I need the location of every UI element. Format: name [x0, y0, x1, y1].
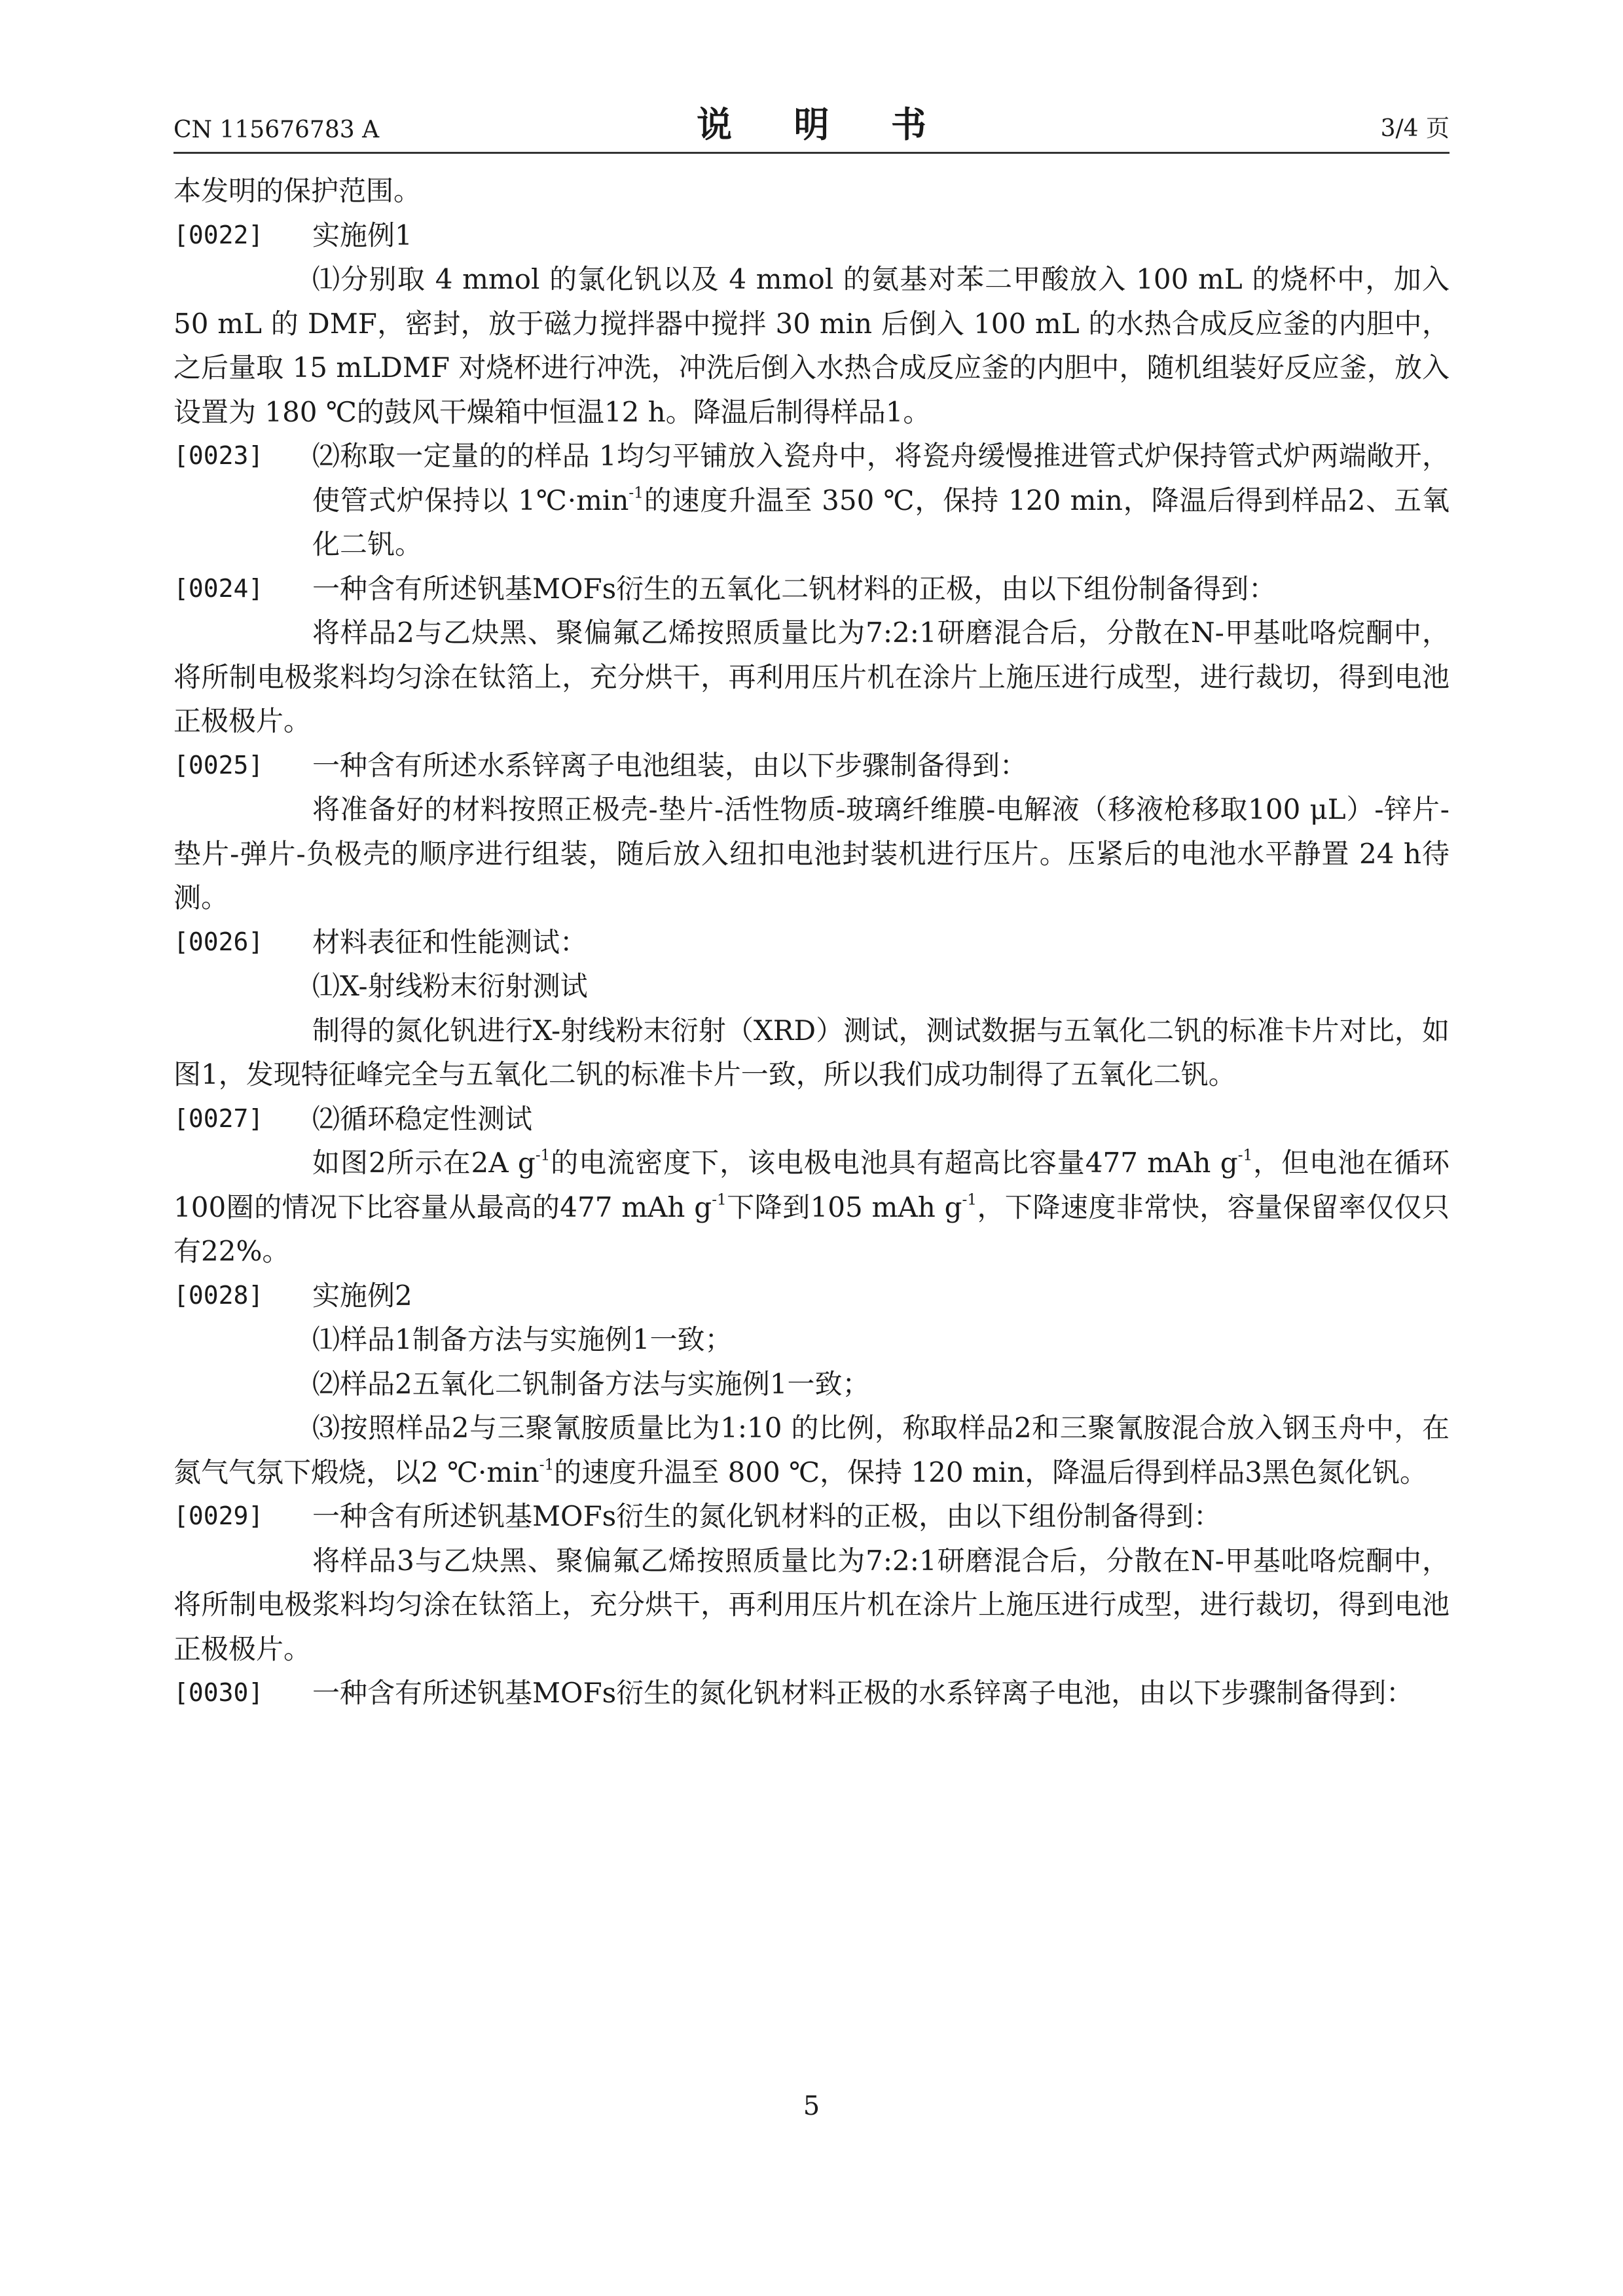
- superscript: -1: [1237, 1147, 1253, 1164]
- text-run: ⑶按照样品2与三聚氰胺质量比为1:10 的比例，称取样品2和三聚氰胺混合放入钢玉舟中，在氮气气氛下煅烧，以2 ℃·min: [173, 1412, 1450, 1488]
- paragraph-0027: [173, 1097, 1450, 1141]
- paragraph-0028: [173, 1274, 1450, 1318]
- text-run: 的速度升温至 800 ℃，保持 120 min，降温后得到样品3黑色氮化钒。: [554, 1456, 1427, 1488]
- paragraph-body: 将样品3与乙炔黑、聚偏氟乙烯按照质量比为7:2:1研磨混合后，分散在N-甲基吡咯烷酮中，将所制电极浆料均匀涂在钛箔上，充分烘干，再利用压片机在涂片上施压进行成型，进行裁切，得到电池正极极片。: [173, 1544, 1450, 1665]
- paragraph-subheading: ⑴X-射线粉末衍射测试: [312, 970, 588, 1002]
- paragraph-number: [0027]: [173, 1103, 264, 1133]
- paragraph-text: 材料表征和性能测试：: [312, 925, 588, 958]
- header-rule: [173, 152, 1450, 154]
- paragraph-0030: [173, 1671, 1450, 1715]
- paragraph-text: [312, 434, 1450, 567]
- paragraph-body: 将样品2与乙炔黑、聚偏氟乙烯按照质量比为7:2:1研磨混合后，分散在N-甲基吡咯烷酮中，将所制电极浆料均匀涂在钛箔上，充分烘干，再利用压片机在涂片上施压进行成型，进行裁切，得到电池正极极片。: [173, 617, 1450, 737]
- superscript: -1: [539, 1456, 555, 1474]
- paragraph-continuation: 本发明的保护范围。: [173, 175, 422, 207]
- paragraph-body: ⑴样品1制备方法与实施例1一致；: [312, 1323, 733, 1355]
- paragraph-text: 一种含有所述钒基MOFs衍生的五氧化二钒材料的正极，由以下组份制备得到：: [312, 572, 1277, 605]
- paragraph-number: [0026]: [173, 927, 264, 956]
- paragraph-number: [0024]: [173, 573, 264, 603]
- superscript: -1: [962, 1191, 977, 1209]
- paragraph-text: 实施例1: [312, 219, 412, 251]
- text-run: 如图2所示在2A g: [312, 1147, 536, 1179]
- paragraph-body: 制得的氮化钒进行X-射线粉末衍射（XRD）测试，测试数据与五氧化二钒的标准卡片对比，如图1，发现特征峰完全与五氧化二钒的标准卡片一致，所以我们成功制得了五氧化二钒。: [173, 1014, 1450, 1090]
- paragraph-body: [173, 1406, 1450, 1494]
- paragraph-body: ⑴分别取 4 mmol 的氯化钒以及 4 mmol 的氨基对苯二甲酸放入 100 mL 的烧杯中，加入 50 mL 的 DMF，密封，放于磁力搅拌器中搅拌 30 min 后倒入 100 mL 的水热合成反应釜的内胆中，之后量取 15 mLDMF 对烧杯进行冲洗，冲洗后倒入水热合成反应釜的内胆中，随机组装好反应釜，放入设置为 180 ℃的鼓风干燥箱中恒温12 h。降温后制得样品1。: [173, 263, 1450, 428]
- text-run: ，下降速度非常快，容量保留率仅仅只有22%。: [173, 1191, 1450, 1267]
- paragraph-number: [0028]: [173, 1280, 264, 1310]
- paragraph-number: [0029]: [173, 1501, 264, 1530]
- document-title: 说 明 书: [697, 103, 951, 145]
- paragraph-text: ⑵循环稳定性测试: [312, 1102, 533, 1135]
- paragraph-0026: [173, 920, 1450, 965]
- text-run: 的电流密度下，该电极电池具有超高比容量477 mAh g: [550, 1147, 1238, 1179]
- paragraph-text: 一种含有所述钒基MOFs衍生的氮化钒材料正极的水系锌离子电池，由以下步骤制备得到：: [312, 1677, 1414, 1709]
- page-indicator: 3/4 页: [1380, 115, 1450, 142]
- paragraph-0029: [173, 1494, 1450, 1539]
- paragraph-body: 将准备好的材料按照正极壳-垫片-活性物质-玻璃纤维膜-电解液（移液枪移取100 μL）-锌片-垫片-弹片-负极壳的顺序进行组装，随后放入纽扣电池封装机进行压片。压紧后的电池水平静置 24 h待测。: [173, 793, 1450, 914]
- paragraph-0025: [173, 744, 1450, 788]
- paragraph-number: [0023]: [173, 441, 264, 470]
- paragraph-0023: [173, 434, 1450, 567]
- document-body: [173, 169, 1450, 1715]
- superscript: -1: [535, 1147, 551, 1164]
- paragraph-number: [0030]: [173, 1678, 264, 1707]
- text-run: 下降到105 mAh g: [726, 1191, 962, 1223]
- publication-number: CN 115676783 A: [173, 117, 380, 143]
- paragraph-body: [173, 1141, 1450, 1274]
- paragraph-text: 一种含有所述水系锌离子电池组装，由以下步骤制备得到：: [312, 749, 1028, 781]
- paragraph-number: [0022]: [173, 220, 264, 249]
- text-run: 的速度升温至 350 ℃，保持 120 min，降温后得到样品2、五氧化二钒。: [312, 484, 1450, 560]
- page-number-footer: 5: [803, 2091, 820, 2121]
- text-run: ⑵称取一定量的的样品 1均匀平铺放入瓷舟中，将瓷舟缓慢推进管式炉保持管式炉两端敞开，使管式炉保持以 1℃·min: [312, 440, 1450, 516]
- paragraph-0024: [173, 567, 1450, 611]
- text-run: ，但电池在循环100圈的情况下比容量从最高的477 mAh g: [173, 1147, 1450, 1223]
- paragraph-0022: [173, 213, 1450, 258]
- paragraph-text: 实施例2: [312, 1279, 412, 1312]
- paragraph-body: ⑵样品2五氧化二钒制备方法与实施例1一致；: [312, 1367, 870, 1400]
- superscript: -1: [629, 484, 644, 502]
- page-header: [173, 95, 1450, 154]
- paragraph-number: [0025]: [173, 750, 264, 780]
- paragraph-text: 一种含有所述钒基MOFs衍生的氮化钒材料的正极，由以下组份制备得到：: [312, 1500, 1222, 1532]
- superscript: -1: [712, 1191, 727, 1209]
